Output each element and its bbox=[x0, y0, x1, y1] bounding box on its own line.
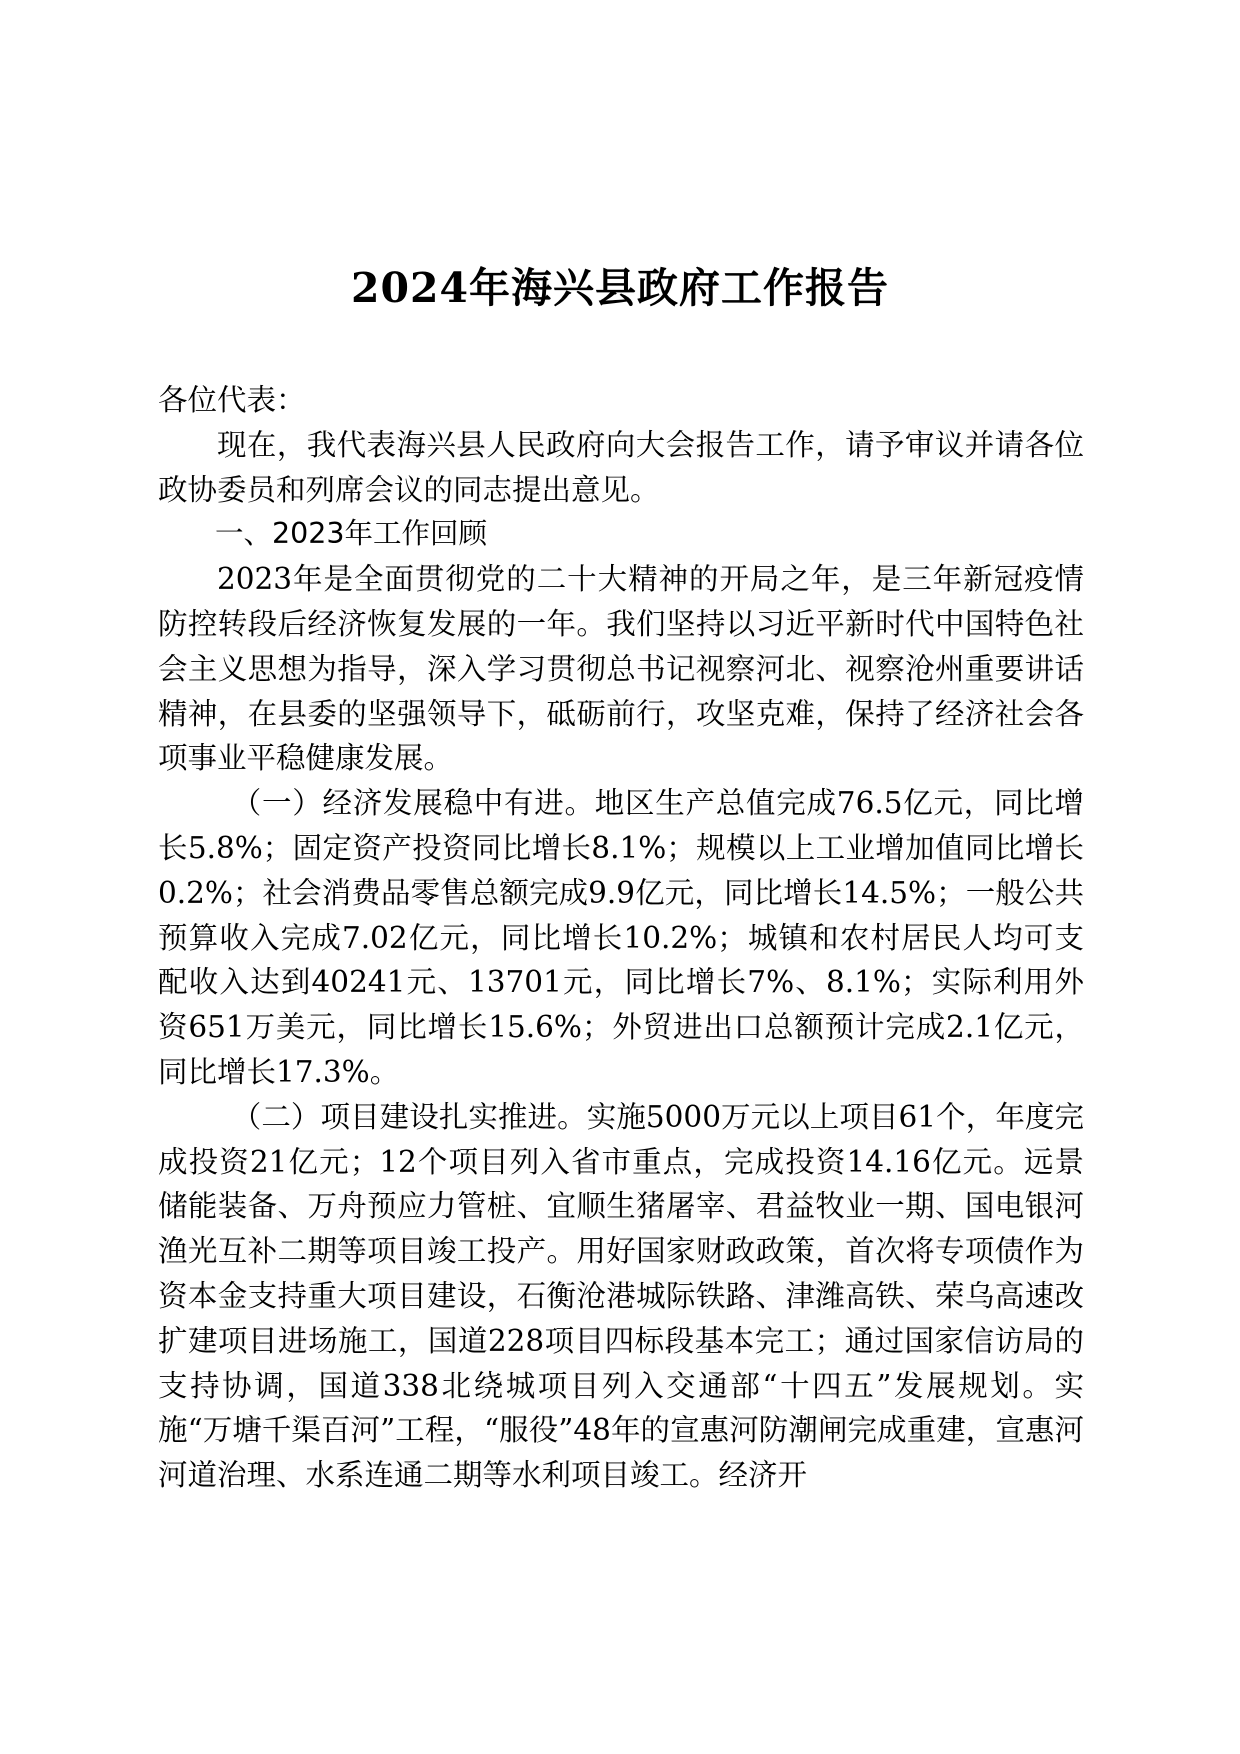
document-body bbox=[158, 378, 1084, 1498]
document-title: 2024年海兴县政府工作报告 bbox=[350, 264, 890, 312]
projects-text: 实施5000万元以上项目61个，年度完成投资21亿元；12个项目列入省市重点，完成投资14.16亿元。远景储能装备、万舟预应力管桩、宜顺生猪屠宰、君益牧业一期、国电银河渔光互补二期等项目竣工投产。用好国家财政政策，首次将专项债作为资本金支持重大项目建设，石衡沧港城际铁路、津潍高铁、荣乌高速改扩建项目进场施工，国道228项目四标段基本完工；通过国家信访局的支持协调，国道338北绕城项目列入交通部“十四五”发展规划。实施“万塘千渠百河”工程，“服役”48年的宣惠河防潮闸完成重建，宣惠河河道治理、水系连通二期等水利项目竣工。经济开 bbox=[158, 1099, 1084, 1493]
section-heading: 一、2023年工作回顾 bbox=[215, 517, 488, 551]
projects-lead: （二）项目建设扎实推进。 bbox=[231, 1099, 587, 1134]
economy-paragraph bbox=[158, 781, 1084, 1095]
projects-paragraph bbox=[158, 1095, 1084, 1498]
intro-paragraph: 现在，我代表海兴县人民政府向大会报告工作，请予审议并请各位政协委员和列席会议的同志提出意见。 bbox=[158, 427, 1084, 507]
greeting: 各位代表： bbox=[158, 383, 306, 417]
economy-lead: （一）经济发展稳中有进。 bbox=[231, 786, 595, 821]
overview-paragraph: 2023年是全面贯彻党的二十大精神的开局之年，是三年新冠疫情防控转段后经济恢复发展的一年。我们坚持以习近平新时代中国特色社会主义思想为指导，深入学习贯彻总书记视察河北、视察沧州重要讲话精神，在县委的坚强领导下，砥砺前行，攻坚克难，保持了经济社会各项事业平稳健康发展。 bbox=[158, 562, 1084, 776]
economy-text: 地区生产总值完成76.5亿元，同比增长5.8%；固定资产投资同比增长8.1%；规模以上工业增加值同比增长0.2%；社会消费品零售总额完成9.9亿元，同比增长14.5%；一般公共预算收入完成7.02亿元，同比增长10.2%；城镇和农村居民人均可支配收入达到40241元、13701元，同比增长7%、8.1%；实际利用外资651万美元，同比增长15.6%；外贸进出口总额预计完成2.1亿元，同比增长17.3%。 bbox=[158, 786, 1084, 1089]
